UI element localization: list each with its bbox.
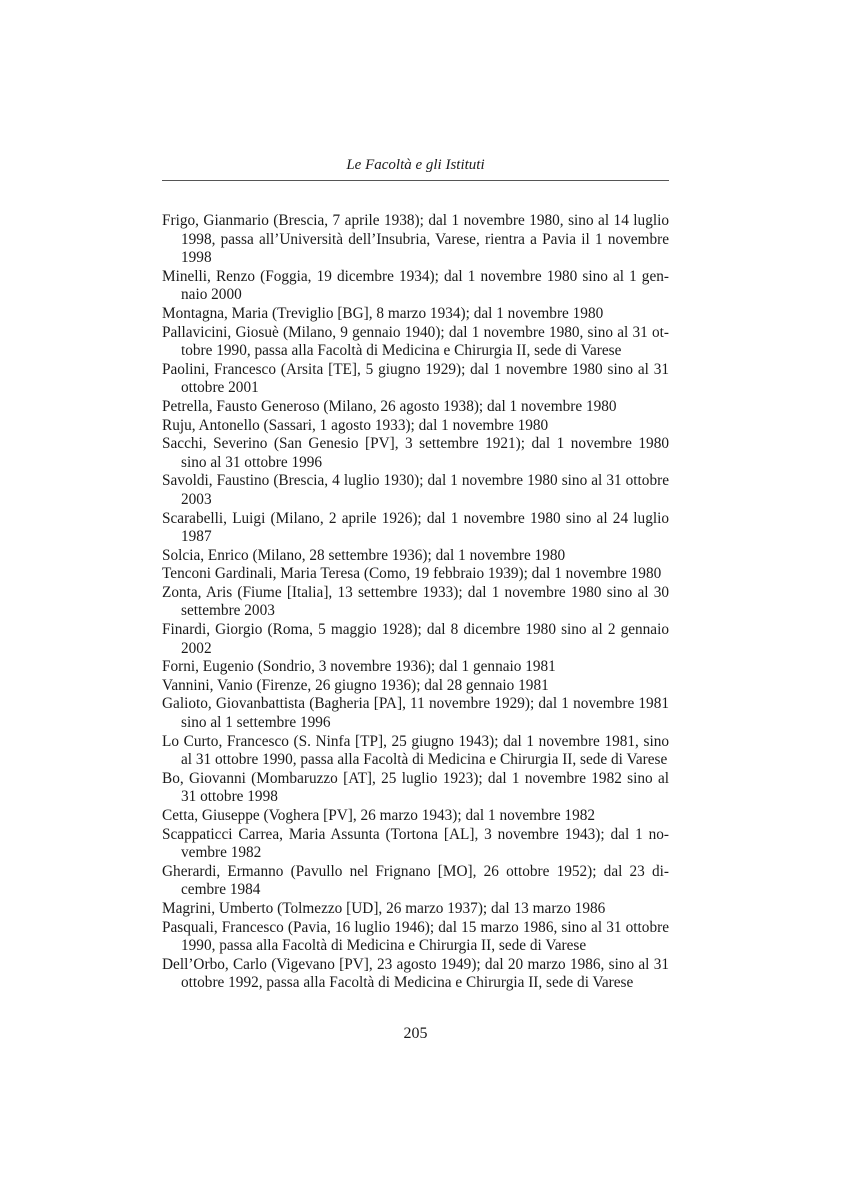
list-item: Petrella, Fausto Generoso (Milano, 26 agosto 1938); dal 1 novembre 1980 [162,397,617,415]
list-item: Finardi, Giorgio (Roma, 5 maggio 1928); dal 8 dicembre 1980 sino al 2 gennaio 2002 [162,621,669,657]
list-item: Pallavicini, Giosuè (Milano, 9 gennaio 1940); dal 1 novembre 1980, sino al 31 ottobre 1990, passa alla Facoltà di Medicina e Chirurgia II, sede di Varese [162,323,669,360]
list-item: Cetta, Giuseppe (Voghera [PV], 26 marzo 1943); dal 1 novembre 1982 [162,807,596,824]
list-item: Montagna, Maria (Treviglio [BG], 8 marzo 1934); dal 1 novembre 1980 [162,304,604,322]
list-item: Sacchi, Severino (San Genesio [PV], 3 settembre 1921); dal 1 novembre 1980 sino al 31 ottobre 1996 [162,435,669,471]
list-item: Paolini, Francesco (Arsita [TE], 5 giugno 1929); dal 1 novembre 1980 sino al 31 ottobre 2001 [162,360,669,397]
list-item: Scarabelli, Luigi (Milano, 2 aprile 1926); dal 1 novembre 1980 sino al 24 luglio 1987 [162,509,669,546]
list-item: Zonta, Aris (Fiume [Italia], 13 settembre 1933); dal 1 novembre 1980 sino al 30 settembre 2003 [162,583,669,620]
faculty-entry-list [162,212,669,993]
list-item: Scappaticci Carrea, Maria Assunta (Tortona [AL], 3 novembre 1943); dal 1 novembre 1982 [162,825,669,862]
list-item: Gherardi, Ermanno (Pavullo nel Frignano [MO], 26 ottobre 1952); dal 23 dicembre 1984 [162,862,669,899]
page-number: 205 [403,1025,428,1042]
header-rule [162,180,669,181]
list-item: Vannini, Vanio (Firenze, 26 giugno 1936); dal 28 gennaio 1981 [162,676,549,694]
list-item: Tenconi Gardinali, Maria Teresa (Como, 19 febbraio 1939); dal 1 novembre 1980 [162,565,662,583]
list-item: Dell’Orbo, Carlo (Vigevano [PV], 23 agosto 1949); dal 20 marzo 1986, sino al 31 ottobre 1992, passa alla Facoltà di Medicina e Chirurgia II, sede di Varese [162,955,669,992]
list-item: Galioto, Giovanbattista (Bagheria [PA], 11 novembre 1929); dal 1 novembre 1981 sino al 1 settembre 1996 [162,695,669,732]
list-item: Frigo, Gianmario (Brescia, 7 aprile 1938); dal 1 novembre 1980, sino al 14 luglio 1998, passa all’Università dell’Insubria, Varese, rientra a Pavia il 1 novembre 1998 [162,212,669,267]
list-item: Pasquali, Francesco (Pavia, 16 luglio 1946); dal 15 marzo 1986, sino al 31 ottobre 1990, passa alla Facoltà di Medicina e Chirurgia II, sede di Varese [162,918,669,955]
list-item: Savoldi, Faustino (Brescia, 4 luglio 1930); dal 1 novembre 1980 sino al 31 ottobre 2003 [162,472,669,508]
list-item: Minelli, Renzo (Foggia, 19 dicembre 1934); dal 1 novembre 1980 sino al 1 gennaio 2000 [162,267,669,304]
list-item: Solcia, Enrico (Milano, 28 settembre 1936); dal 1 novembre 1980 [162,546,566,564]
list-item: Magrini, Umberto (Tolmezzo [UD], 26 marzo 1937); dal 13 marzo 1986 [162,899,606,917]
running-head: Le Facoltà e gli Istituti [346,157,485,173]
list-item: Lo Curto, Francesco (S. Ninfa [TP], 25 giugno 1943); dal 1 novembre 1981, sino al 31 ottobre 1990, passa alla Facoltà di Medicina e Chirurgia II, sede di Varese [162,732,669,769]
list-item: Forni, Eugenio (Sondrio, 3 novembre 1936); dal 1 gennaio 1981 [162,658,556,676]
list-item: Ruju, Antonello (Sassari, 1 agosto 1933); dal 1 novembre 1980 [162,416,549,434]
list-item: Bo, Giovanni (Mombaruzzo [AT], 25 luglio 1923); dal 1 novembre 1982 sino al 31 ottobre 1998 [162,769,669,806]
